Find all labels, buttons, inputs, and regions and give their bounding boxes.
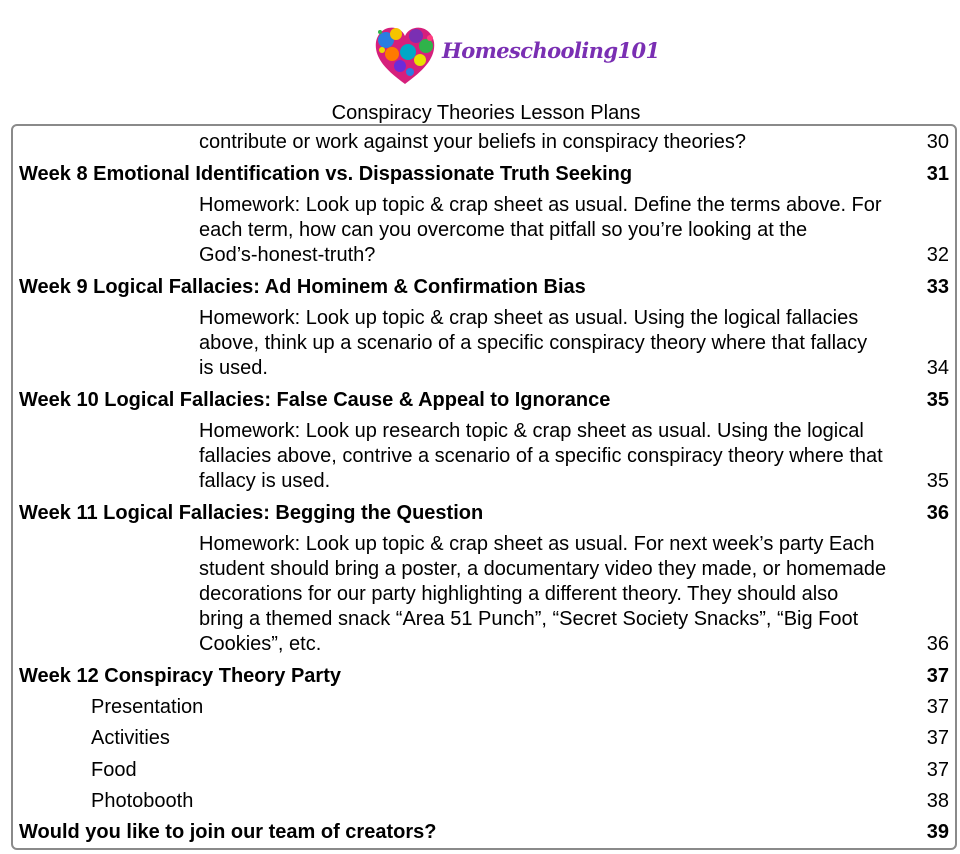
toc-sub-activities[interactable]: Activities (91, 727, 170, 749)
toc-homework-week-8[interactable]: Homework: Look up topic & crap sheet as usual. Define the terms above. For (199, 194, 882, 216)
toc-page-number: 34 (926, 357, 949, 379)
toc-homework-week-10[interactable]: fallacies above, contrive a scenario of a specific conspiracy theory where that (199, 445, 883, 467)
toc-homework-week-11[interactable]: bring a themed snack “Area 51 Punch”, “Secret Society Snacks”, “Big Foot (199, 608, 859, 630)
logo-wordmark: Homeschooling101 (442, 38, 660, 63)
document-title: Conspiracy Theories Lesson Plans (331, 102, 641, 124)
toc-sub-presentation[interactable]: Presentation (91, 696, 204, 718)
toc-homework-week-11[interactable]: Cookies”, etc. (199, 633, 322, 655)
toc-sub-food[interactable]: Food (91, 759, 137, 781)
toc-homework-week-11[interactable]: decorations for our party highlighting a different theory. They should also (199, 583, 839, 605)
toc-page-number: 30 (926, 131, 949, 153)
toc-page-number: 36 (926, 633, 949, 655)
toc-page-number: 37 (926, 759, 949, 781)
toc-sub-photobooth[interactable]: Photobooth (91, 790, 194, 812)
paint-splash-heart-icon (372, 20, 438, 90)
toc-homework-week-8[interactable]: each term, how can you overcome that pitfall so you’re looking at the (199, 219, 808, 241)
toc-homework-week-9[interactable]: is used. (199, 357, 268, 379)
toc-homework-week-11[interactable]: student should bring a poster, a documentary video they made, or homemade (199, 558, 887, 580)
toc-homework-week-10[interactable]: fallacy is used. (199, 470, 331, 492)
toc-page-number: 37 (926, 696, 949, 718)
toc-page-number: 32 (926, 244, 949, 266)
toc-entry-week-10[interactable]: Week 10 Logical Fallacies: False Cause & Appeal to Ignorance (19, 389, 611, 411)
toc-page-number: 37 (926, 665, 949, 687)
table-of-contents (11, 124, 957, 850)
toc-entry-week-8[interactable]: Week 8 Emotional Identification vs. Dispassionate Truth Seeking (19, 163, 633, 185)
toc-entry-week-12[interactable]: Week 12 Conspiracy Theory Party (19, 665, 341, 687)
toc-page-number: 36 (926, 502, 949, 524)
toc-page-number: 33 (926, 276, 949, 298)
toc-page-number: 35 (926, 470, 949, 492)
homeschooling101-logo[interactable] (372, 20, 660, 92)
toc-page-number: 38 (926, 790, 949, 812)
toc-entry-week-11[interactable]: Week 11 Logical Fallacies: Begging the Question (19, 502, 484, 524)
toc-homework-week-11[interactable]: Homework: Look up topic & crap sheet as usual. For next week’s party Each (199, 533, 875, 555)
toc-page-number: 35 (926, 389, 949, 411)
toc-homework-week-9[interactable]: Homework: Look up topic & crap sheet as usual. Using the logical fallacies (199, 307, 859, 329)
toc-homework-week-8[interactable]: God’s-honest-truth? (199, 244, 376, 266)
toc-homework-week-10[interactable]: Homework: Look up research topic & crap sheet as usual. Using the logical (199, 420, 864, 442)
toc-entry-week-9[interactable]: Week 9 Logical Fallacies: Ad Hominem & Confirmation Bias (19, 276, 586, 298)
toc-page-number: 31 (926, 163, 949, 185)
toc-homework-week-9[interactable]: above, think up a scenario of a specific conspiracy theory where that fallacy (199, 332, 868, 354)
toc-continued-line: contribute or work against your beliefs in conspiracy theories? (199, 131, 746, 153)
toc-page-number: 39 (926, 821, 949, 843)
toc-page-number: 37 (926, 727, 949, 749)
toc-entry-join-team[interactable]: Would you like to join our team of creators? (19, 821, 437, 843)
